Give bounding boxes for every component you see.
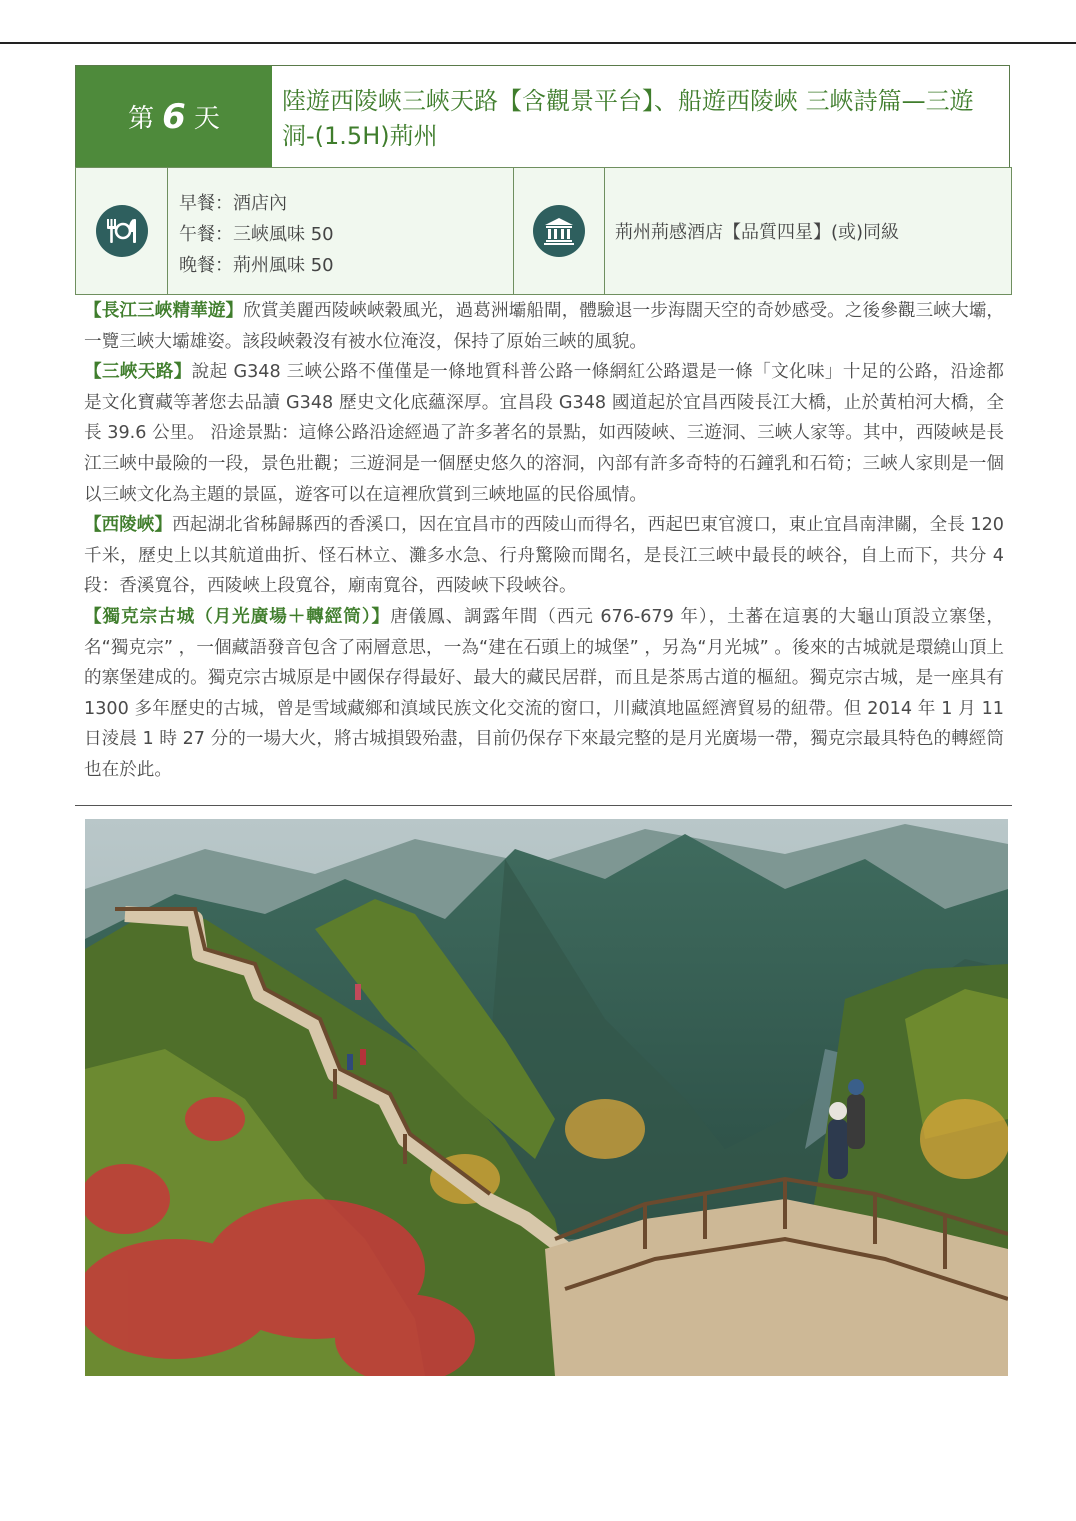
section-heading: 【西陵峽】 <box>84 515 173 536</box>
hotel-text: 荊州荊感酒店【品質四星】(或)同級 <box>615 222 900 243</box>
day-number: 6 <box>162 96 186 137</box>
section-heading: 【長江三峽精華遊】 <box>84 301 244 321</box>
section-heading: 【獨克宗古城（月光廣場＋轉經筒）】 <box>84 606 391 627</box>
section-paragraph <box>84 602 1004 786</box>
day-header <box>75 65 1010 168</box>
section-text: 說起 G348 三峽公路不僅僅是一條地質科普公路一條網紅公路還是一條「文化味」十足的公路，沿途都是文化寶藏等著您去品讀 G348 歷史文化底蘊深厚。宜昌段 G348 國道起於宜昌西陵長江大橋，止於黃柏河大橋，全長 39.6 公里。 沿途景點：這條公路沿途經過了許多著名的景點，如西陵峽、三遊洞、三峽人家等。其中，西陵峽是長江三峽中最險的一段，景色壯觀；三遊洞是一個歷史悠久的溶洞，內部有許多奇特的石鐘乳和石筍；三峽人家則是一個以三峽文化為主題的景區，遊客可以在這裡欣賞到三峽地區的民俗風情。 <box>84 362 1004 505</box>
section-divider <box>75 805 1012 806</box>
section-text: 唐儀鳳、調露年間（西元 676-679 年），土蕃在這裏的大龜山頂設立寨堡，名“獨克宗” ，一個藏語發音包含了兩層意思，一為“建在石頭上的城堡” ，另為“月光城” 。後來的古城就是環繞山頂上的寨堡建成的。獨克宗古城原是中國保存得最好、最大的藏民居群，而且是茶馬古道的樞紐。獨克宗古城，是一座具有 1300 多年歷史的古城，曾是雪域藏鄉和滇域民族文化交流的窗口，川藏滇地區經濟貿易的紐帶。但 2014 年 1 月 11 日淩晨 1 時 27 分的一場大火，將古城損毀殆盡，目前仍保存下來最完整的是月光廣場一帶，獨克宗最具特色的轉經筒也在於此。 <box>84 606 1004 780</box>
section-paragraph <box>84 510 1004 602</box>
hotel-building-icon <box>533 205 585 257</box>
day-suffix: 天 <box>193 104 220 134</box>
top-rule <box>0 42 1076 44</box>
dinner-text: 晚餐：荊州風味 50 <box>179 255 334 276</box>
hotel-icon-cell <box>514 168 605 294</box>
section-text: 西起湖北省秭歸縣西的香溪口，因在宜昌市的西陵山而得名，西起巴東官渡口，東止宜昌南津關，全長 120 千米，歷史上以其航道曲折、怪石林立、灘多水急、行舟驚險而聞名，是長江三峽中最長的峽谷，自上而下，共分 4 段：香溪寬谷，西陵峽上段寬谷，廟南寬谷，西陵峽下段峽谷。 <box>84 515 1004 597</box>
meals-icon-cell <box>76 168 168 294</box>
section-heading: 【三峽天路】 <box>84 362 192 383</box>
breakfast-text: 早餐：酒店內 <box>179 193 287 214</box>
lunch-text: 午餐：三峽風味 50 <box>179 224 334 245</box>
meals-cell <box>168 168 514 294</box>
day-prefix: 第 <box>128 104 155 134</box>
info-row <box>75 167 1012 295</box>
hotel-cell <box>605 168 1011 294</box>
day-title: 陸遊西陵峽三峽天路【含觀景平台】、船遊西陵峽 三峽詩篇—三遊洞-(1.5H)荊州 <box>282 87 974 150</box>
section-paragraph <box>84 357 1004 510</box>
scenic-photo <box>85 819 1008 1376</box>
section-paragraph <box>84 296 1004 357</box>
day-badge <box>76 66 272 167</box>
utensils-icon <box>96 205 148 257</box>
itinerary-description <box>84 296 1004 786</box>
section-text: 欣賞美麗西陵峽峽穀風光，過葛洲壩船閘，體驗退一步海闊天空的奇妙感受。之後參觀三峽大壩，一覽三峽大壩雄姿。該段峽穀沒有被水位淹沒，保持了原始三峽的風貌。 <box>84 301 1004 352</box>
